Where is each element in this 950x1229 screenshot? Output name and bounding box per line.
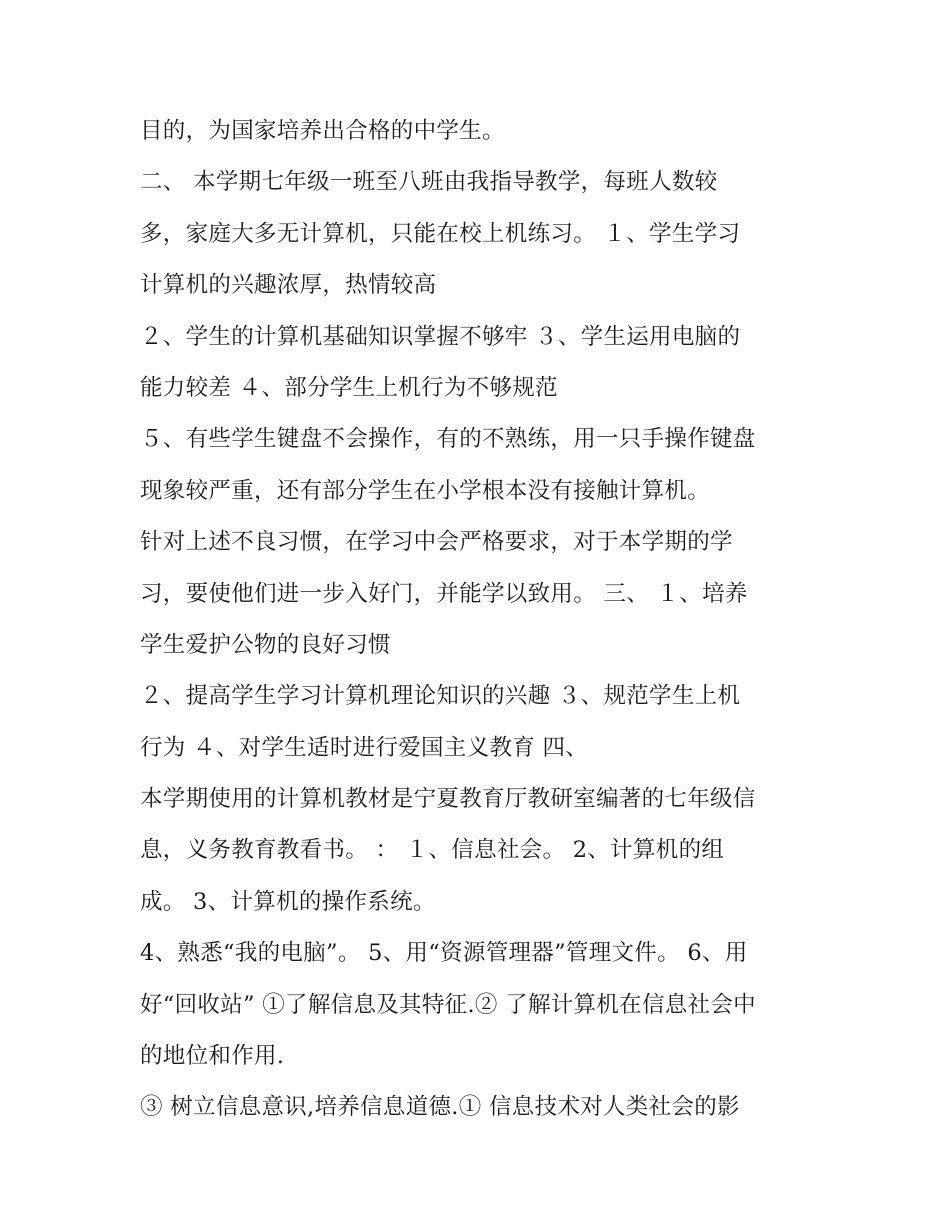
text-line: ２、学生的计算机基础知识掌握不够牢 ３、学生运用电脑的 bbox=[140, 323, 741, 350]
text-line: 计算机的兴趣浓厚，热情较高 bbox=[140, 272, 437, 299]
text-line: ２、提高学生学习计算机理论知识的兴趣 ３、规范学生上机 bbox=[140, 683, 741, 710]
text-line: 息，义务教育教看书。 ： １、信息社会。 2、计算机的组 bbox=[140, 837, 725, 864]
text-line: 多，家庭大多无计算机，只能在校上机练习。 １、学生学习 bbox=[140, 220, 741, 247]
text-line: 本学期使用的计算机教材是宁夏教育厅教研室编著的七年级信 bbox=[140, 786, 756, 813]
text-line: ③ 树立信息意识,培养信息道德.① 信息技术对人类社会的影 bbox=[140, 1094, 740, 1121]
text-line: 行为 ４、对学生适时进行爱国主义教育 四、 bbox=[140, 734, 589, 761]
text-line: 现象较严重，还有部分学生在小学根本没有接触计算机。 bbox=[140, 477, 711, 504]
text-line: 4、熟悉“我的电脑”。 5、用“资源管理器”管理文件。 6、用 bbox=[140, 940, 748, 967]
text-line: 习，要使他们进一步入好门，并能学以致用。 三、 １、培养 bbox=[140, 580, 748, 607]
text-line: 目的，为国家培养出合格的中学生。 bbox=[140, 118, 505, 144]
text-line: 二、 本学期七年级一班至八班由我指导教学，每班人数较 bbox=[140, 169, 718, 196]
text-line: 的地位和作用. bbox=[140, 1043, 285, 1070]
text-line: ５、有些学生键盘不会操作，有的不熟练，用一只手操作键盘 bbox=[140, 426, 756, 453]
text-line: 好“回收站” ①了解信息及其特征.② 了解计算机在信息社会中 bbox=[140, 991, 756, 1018]
document-body bbox=[140, 108, 830, 1136]
text-line: 能力较差 ４、部分学生上机行为不够规范 bbox=[140, 374, 558, 401]
text-line: 针对上述不良习惯，在学习中会严格要求，对于本学期的学 bbox=[140, 529, 733, 556]
text-line: 学生爱护公物的良好习惯 bbox=[140, 631, 391, 658]
text-line: 成。 3、计算机的操作系统。 bbox=[140, 888, 436, 915]
